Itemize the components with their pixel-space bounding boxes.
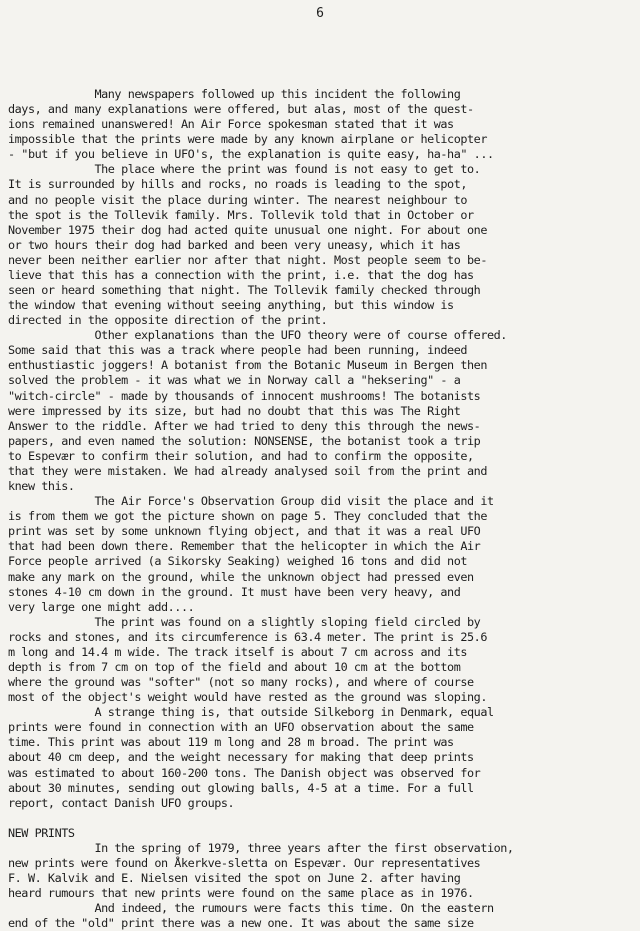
text-line: solved the problem - it was what we in Norway call a "heksering" - a bbox=[8, 373, 461, 388]
text-line: m long and 14.4 m wide. The track itself is about 7 cm across and its bbox=[8, 644, 468, 659]
text-line: the window that evening without seeing anything, but this window is bbox=[8, 298, 454, 313]
text-line: ions remained unanswered! An Air Force spokesman stated that it was bbox=[8, 117, 454, 132]
text-line: is from them we got the picture shown on page 5. They concluded that the bbox=[8, 509, 487, 524]
text-line: about 40 cm deep, and the weight necessary for making that deep prints bbox=[8, 750, 474, 765]
section-heading: NEW PRINTS bbox=[8, 825, 75, 840]
text-line: knew this. bbox=[8, 479, 75, 494]
text-line: the spot is the Tollevik family. Mrs. Tollevik told that in October or bbox=[8, 207, 474, 222]
text-line: where the ground was "softer" (not so many rocks), and where of course bbox=[8, 675, 474, 690]
text-line: "witch-circle" - made by thousands of innocent mushrooms! The botanists bbox=[8, 388, 481, 403]
text-line: Many newspapers followed up this incident the following bbox=[8, 87, 461, 101]
text-line: depth is from 7 cm on top of the field and about 10 cm at the bottom bbox=[8, 659, 461, 674]
text-line: days, and many explanations were offered, but alas, most of the quest- bbox=[8, 102, 474, 117]
text-line: Force people arrived (a Sikorsky Seaking) weighed 16 tons and did not bbox=[8, 554, 468, 569]
text-line: was estimated to about 160-200 tons. The Danish object was observed for bbox=[8, 765, 481, 780]
text-line: rocks and stones, and its circumference is 63.4 meter. The print is 25.6 bbox=[8, 629, 487, 644]
text-line: time. This print was about 119 m long and 28 m broad. The print was bbox=[8, 735, 454, 750]
text-line: stones 4-10 cm down in the ground. It must have been very heavy, and bbox=[8, 584, 461, 599]
text-line: that they were mistaken. We had already analysed soil from the print and bbox=[8, 463, 487, 478]
text-line: that had been down there. Remember that the helicopter in which the Air bbox=[8, 539, 481, 554]
text-line: impossible that the prints were made by any known airplane or helicopter bbox=[8, 132, 487, 147]
page-number: 6 bbox=[316, 6, 324, 21]
text-line: to Espevær to confirm their solution, and had to confirm the opposite, bbox=[8, 448, 474, 463]
body-text bbox=[8, 87, 633, 931]
text-line: The Air Force's Observation Group did visit the place and it bbox=[8, 494, 494, 509]
text-line: print was set by some unknown flying object, and that it was a real UFO bbox=[8, 524, 481, 539]
text-line: F. W. Kalvik and E. Nielsen visited the spot on June 2. after having bbox=[8, 871, 461, 886]
text-line: enthustiastic joggers! A botanist from the Botanic Museum in Bergen then bbox=[8, 358, 487, 373]
blank-line bbox=[8, 811, 633, 826]
text-line: most of the object's weight would have rested as the ground was sloping. bbox=[8, 690, 487, 705]
text-line: In the spring of 1979, three years after the first observation, bbox=[8, 840, 514, 855]
text-line: very large one might add.... bbox=[8, 599, 195, 614]
text-line: papers, and even named the solution: NONSENSE, the botanist took a trip bbox=[8, 433, 481, 448]
text-line: Answer to the riddle. After we had tried to deny this through the news- bbox=[8, 418, 481, 433]
text-line: prints were found in connection with an UFO observation about the same bbox=[8, 720, 474, 735]
text-line: were impressed by its size, but had no doubt that this was The Right bbox=[8, 403, 461, 418]
text-line: about 30 minutes, sending out glowing balls, 4-5 at a time. For a full bbox=[8, 780, 474, 795]
text-line: The place where the print was found is not easy to get to. bbox=[8, 162, 481, 177]
text-line: report, contact Danish UFO groups. bbox=[8, 795, 235, 810]
text-line: make any mark on the ground, while the unknown object had pressed even bbox=[8, 569, 474, 584]
text-line: It is surrounded by hills and rocks, no roads is leading to the spot, bbox=[8, 177, 468, 192]
text-line: new prints were found on Åkerkve-sletta on Espevær. Our representatives bbox=[8, 855, 481, 870]
text-line: November 1975 their dog had acted quite unusual one night. For about one bbox=[8, 222, 487, 237]
text-line: directed in the opposite direction of the print. bbox=[8, 313, 328, 328]
text-line: The print was found on a slightly sloping field circled by bbox=[8, 614, 481, 629]
text-line: lieve that this has a connection with the print, i.e. that the dog has bbox=[8, 267, 474, 282]
text-line: A strange thing is, that outside Silkeborg in Denmark, equal bbox=[8, 705, 494, 720]
text-line: or two hours their dog had barked and been very uneasy, which it has bbox=[8, 237, 461, 252]
text-line: Other explanations than the UFO theory were of course offered. bbox=[8, 328, 507, 343]
text-line: seen or heard something that night. The Tollevik family checked through bbox=[8, 283, 481, 298]
text-line: And indeed, the rumours were facts this time. On the eastern bbox=[8, 901, 494, 916]
text-line: - "but if you believe in UFO's, the explanation is quite easy, ha-ha" ... bbox=[8, 147, 494, 162]
text-line: and no people visit the place during winter. The nearest neighbour to bbox=[8, 192, 468, 207]
text-line: end of the "old" print there was a new one. It was about the same size bbox=[8, 916, 474, 931]
text-line: never been neither earlier nor after that night. Most people seem to be- bbox=[8, 252, 487, 267]
text-line: heard rumours that new prints were found on the same place as in 1976. bbox=[8, 886, 474, 901]
text-line: Some said that this was a track where people had been running, indeed bbox=[8, 343, 468, 358]
